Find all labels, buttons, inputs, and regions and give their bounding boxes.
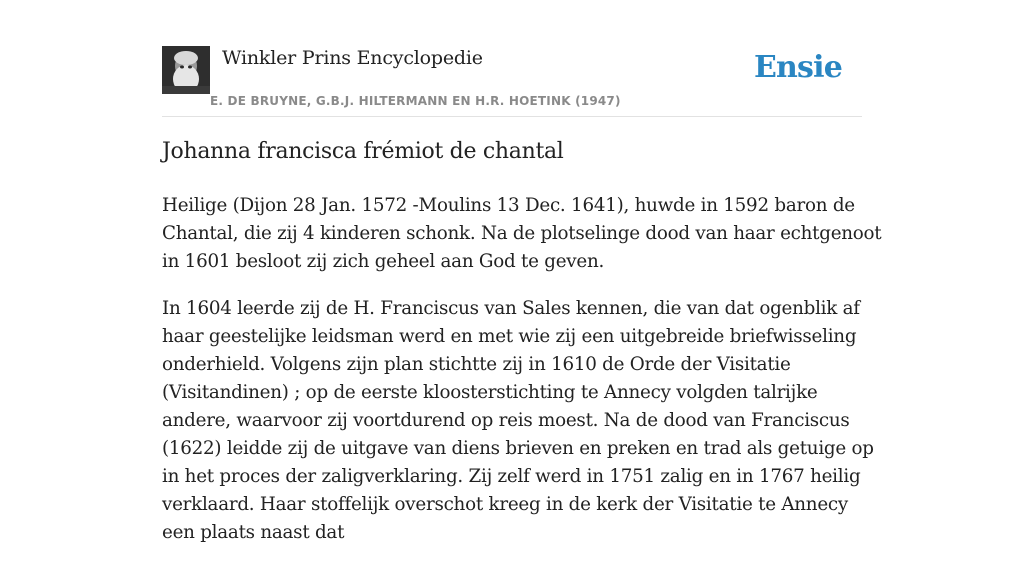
- authors-line: E. DE BRUYNE, G.B.J. HILTERMANN EN H.R. HOETINK (1947): [210, 94, 621, 108]
- entry-body: [162, 192, 882, 566]
- encyclopedia-title[interactable]: Winkler Prins Encyclopedie: [222, 47, 483, 69]
- page-header: [162, 46, 862, 117]
- entry-title: Johanna francisca frémiot de chantal: [162, 139, 564, 164]
- paragraph: In 1604 leerde zij de H. Franciscus van Sales kennen, die van dat ogenblik af haar geestelijke leidsman werd en met wie zij een uitgebreide briefwisseling onderhield. Volgens zijn plan stichtte zij in 1610 de Orde der Visitatie (Visitandinen) ; op de eerste kloosterstichting te Annecy volgden talrijke andere, waarvoor zij voortdurend op reis moest. Na de dood van Franciscus (1622) leidde zij de uitgave van diens brieven en preken en trad als getuige op in het proces der zaligverklaring. Zij zelf werd in 1751 zalig en in 1767 heilig verklaard. Haar stoffelijk overschot kreeg in de kerk der Visitatie te Annecy een plaats naast dat: [162, 298, 874, 543]
- ensie-logo-link[interactable]: Ensie: [753, 50, 842, 85]
- paragraph: Heilige (Dijon 28 Jan. 1572 -Moulins 13 Dec. 1641), huwde in 1592 baron de Chantal, die zij 4 kinderen schonk. Na de plotselinge dood van haar echtgenoot in 1601 besloot zij zich geheel aan God te geven.: [162, 195, 882, 272]
- author-portrait-avatar: [162, 46, 210, 94]
- portrait-image: [162, 46, 210, 94]
